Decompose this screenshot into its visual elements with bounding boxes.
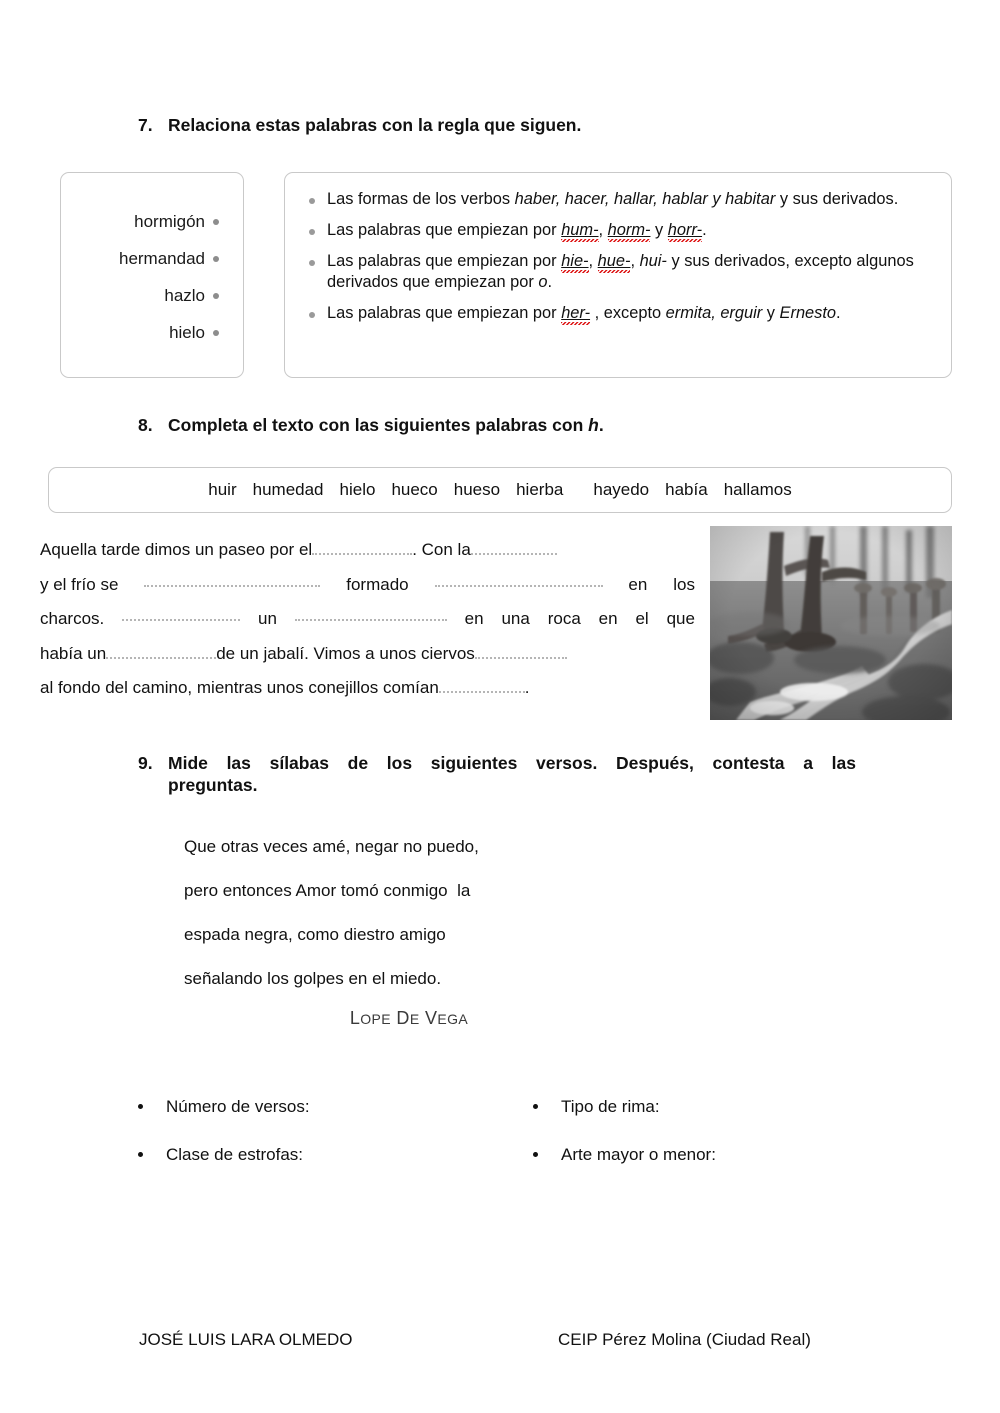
question-column xyxy=(525,1095,920,1143)
cloze-text-segment: en xyxy=(628,574,648,594)
hayedo-photo-graphic xyxy=(710,526,952,720)
cloze-blank[interactable] xyxy=(312,536,412,555)
exercise-7-number: 7. xyxy=(138,115,153,135)
author-w2-rest: E xyxy=(409,1011,420,1027)
cloze-text-segment: charcos. xyxy=(40,609,105,628)
hayedo-photo xyxy=(710,526,952,720)
word-bank-item[interactable]: huir xyxy=(208,480,237,499)
rule-text-fragment: Las palabras que empiezan por xyxy=(327,220,562,239)
question-bullet-icon xyxy=(533,1104,538,1109)
misspelled-token: horm- xyxy=(608,221,651,242)
rule-text-fragment: o xyxy=(538,273,548,292)
words-list xyxy=(61,203,205,351)
poem-verses xyxy=(184,825,684,1001)
cloze-line xyxy=(40,671,695,706)
rule-item[interactable] xyxy=(303,220,939,242)
match-dot-icon[interactable] xyxy=(213,256,219,262)
cloze-line xyxy=(40,533,695,568)
cloze-text-segment: que xyxy=(666,609,695,628)
rules-box xyxy=(284,172,952,378)
exercise-8-title xyxy=(168,414,858,436)
poem-verse: Que otras veces amé, negar no puedo, xyxy=(184,837,479,856)
question-column xyxy=(130,1143,525,1191)
cloze-text-segment: los xyxy=(673,574,695,594)
cloze-blank[interactable] xyxy=(471,536,557,555)
rule-bullet-icon xyxy=(309,260,315,266)
word-item-label: hielo xyxy=(169,323,205,342)
word-bank-item[interactable]: hueco xyxy=(391,480,438,499)
exercise-9-number: 9. xyxy=(138,753,153,773)
rule-text-fragment: , excepto xyxy=(590,304,666,323)
rule-text-fragment: Las palabras que empiezan por xyxy=(327,304,562,323)
rule-text-fragment: , xyxy=(630,251,640,270)
cloze-text-segment: . xyxy=(524,678,530,697)
misspelled-token: horr- xyxy=(668,221,702,242)
word-bank-item[interactable]: hayedo xyxy=(593,480,650,499)
rule-item-text xyxy=(327,252,914,292)
rule-text-fragment: Ernesto xyxy=(779,304,837,323)
author-w3-rest: EGA xyxy=(437,1011,469,1027)
word-bank-item[interactable]: había xyxy=(665,480,708,499)
rule-text-fragment: ermita, erguir xyxy=(665,304,763,323)
question-label: Arte mayor o menor: xyxy=(561,1145,716,1164)
rule-item[interactable] xyxy=(303,189,939,211)
misspelled-token: her- xyxy=(561,304,590,325)
exercise-7-title: Relaciona estas palabras con la regla que siguen. xyxy=(168,115,582,135)
word-bank-item[interactable]: hallamos xyxy=(723,480,792,499)
rule-text-fragment: Las formas de los verbos xyxy=(327,190,515,208)
author-w3-cap: V xyxy=(424,1008,438,1028)
cloze-text-segment: de un jabalí. Vimos a unos ciervos xyxy=(216,643,475,663)
author-w1-cap: L xyxy=(349,1008,361,1028)
cloze-blank[interactable] xyxy=(106,640,216,659)
match-dot-icon[interactable] xyxy=(213,330,219,336)
rule-bullet-icon xyxy=(309,198,315,204)
match-dot-icon[interactable] xyxy=(213,293,219,299)
rules-list xyxy=(303,189,939,334)
cloze-blank[interactable] xyxy=(144,568,320,587)
footer-author: JOSÉ LUIS LARA OLMEDO xyxy=(139,1330,353,1349)
poem-verse: espada negra, como diestro amigo xyxy=(184,925,446,944)
word-bank-item[interactable]: hierba xyxy=(516,480,564,499)
word-bank-item[interactable]: humedad xyxy=(252,480,324,499)
cloze-blank[interactable] xyxy=(435,568,603,587)
exercise-8-title-italic: h xyxy=(588,415,599,435)
author-w2-cap: D xyxy=(396,1008,410,1028)
question-row xyxy=(130,1143,920,1191)
exercise-9-title-line2: preguntas. xyxy=(168,775,258,796)
rule-item-text xyxy=(327,221,707,242)
cloze-text-segment: formado xyxy=(346,574,409,594)
cloze-text-segment: una xyxy=(501,609,530,628)
word-bank-item[interactable]: hueso xyxy=(453,480,501,499)
question-item[interactable] xyxy=(130,1095,525,1119)
question-label: Clase de estrofas: xyxy=(166,1145,304,1164)
cloze-line xyxy=(40,602,695,637)
misspelled-token: hum- xyxy=(561,221,598,242)
question-row xyxy=(130,1095,920,1143)
cloze-text-segment: . Con la xyxy=(412,540,471,559)
poem-author-name xyxy=(350,1008,468,1028)
question-label: Número de versos: xyxy=(166,1097,310,1116)
word-bank-box xyxy=(48,467,952,513)
cloze-text-segment: Aquella tarde dimos un paseo por el xyxy=(40,540,313,559)
exercise-8-heading xyxy=(138,414,858,436)
exercise-8-title-text: Completa el texto con las siguientes palabras con xyxy=(168,415,589,435)
rule-text-fragment: y sus derivados. xyxy=(775,190,899,208)
cloze-text-segment: al fondo del camino, mientras unos conejillos comían xyxy=(40,678,439,697)
rule-text-fragment: y xyxy=(762,304,780,323)
rule-text-fragment: , xyxy=(598,220,608,239)
words-box xyxy=(60,172,244,378)
misspelled-token: hie- xyxy=(561,252,588,273)
cloze-line xyxy=(40,568,695,603)
rule-text-fragment: . xyxy=(836,304,841,323)
word-item-label: hormigón xyxy=(134,212,205,231)
cloze-blank[interactable] xyxy=(122,602,240,621)
cloze-text-segment: en xyxy=(464,609,484,628)
cloze-text-segment: un xyxy=(258,609,277,628)
rule-item[interactable] xyxy=(303,303,939,325)
cloze-text xyxy=(40,533,695,706)
exercise-9-title xyxy=(168,752,856,797)
cloze-line xyxy=(40,637,695,672)
rule-text-fragment: y xyxy=(650,220,668,239)
rule-bullet-icon xyxy=(309,229,315,235)
match-dot-icon[interactable] xyxy=(213,219,219,225)
word-item[interactable] xyxy=(61,277,205,314)
word-item-label: hermandad xyxy=(118,249,205,268)
rule-text-fragment: . xyxy=(547,273,553,292)
cloze-text-segment: el xyxy=(635,609,649,628)
question-bullet-icon xyxy=(138,1152,143,1157)
word-item-label: hazlo xyxy=(164,286,205,305)
rule-text-fragment: y sus derivados, excepto algunos derivados que empiezan por xyxy=(327,251,914,292)
poem-author xyxy=(184,1008,634,1029)
rule-bullet-icon xyxy=(309,312,315,318)
exercise-9-title-line1: Mide las sílabas de los siguientes versos. Después, contesta a las xyxy=(168,753,856,773)
question-item[interactable] xyxy=(130,1143,525,1167)
author-w1-rest: OPE xyxy=(360,1011,392,1027)
rule-text-fragment: hui- xyxy=(639,251,667,270)
rule-item-text xyxy=(327,304,841,325)
question-bullet-icon xyxy=(533,1152,538,1157)
cloze-blank[interactable] xyxy=(475,640,567,659)
word-item[interactable] xyxy=(61,203,205,240)
cloze-blank[interactable] xyxy=(295,602,447,621)
question-label: Tipo de rima: xyxy=(561,1097,660,1116)
footer-school: CEIP Pérez Molina (Ciudad Real) xyxy=(558,1330,811,1349)
word-item[interactable] xyxy=(61,314,205,351)
exercise-7-heading xyxy=(138,114,858,136)
exercise-8-title-period: . xyxy=(598,415,604,435)
question-item[interactable] xyxy=(525,1143,920,1167)
rule-text-fragment: Las palabras que empiezan por xyxy=(327,251,562,270)
word-bank-item[interactable]: hielo xyxy=(339,480,376,499)
rule-text-fragment: , xyxy=(588,251,598,270)
cloze-blank[interactable] xyxy=(439,674,525,693)
poem-verse: señalando los golpes en el miedo. xyxy=(184,969,442,988)
word-bank-list xyxy=(49,468,951,512)
cloze-text-segment: roca xyxy=(547,609,581,628)
cloze-text-segment: había un xyxy=(40,643,107,663)
rule-text-fragment: . xyxy=(702,220,707,239)
question-column xyxy=(130,1095,525,1143)
question-column xyxy=(525,1143,920,1191)
exercise-9-heading xyxy=(138,752,856,797)
questions-grid xyxy=(130,1095,920,1191)
cloze-text-segment: en xyxy=(598,609,618,628)
rule-text-fragment: haber, hacer, hallar, hablar y habitar xyxy=(514,190,776,208)
poem-verse: pero entonces Amor tomó conmigo la xyxy=(184,881,471,900)
rule-item-text xyxy=(327,190,898,208)
misspelled-token: hue- xyxy=(598,252,631,273)
exercise-8-number: 8. xyxy=(138,415,153,435)
question-bullet-icon xyxy=(138,1104,143,1109)
cloze-text-segment: y el frío se xyxy=(40,574,119,594)
question-item[interactable] xyxy=(525,1095,920,1119)
word-item[interactable] xyxy=(61,240,205,277)
rule-item[interactable] xyxy=(303,251,939,295)
